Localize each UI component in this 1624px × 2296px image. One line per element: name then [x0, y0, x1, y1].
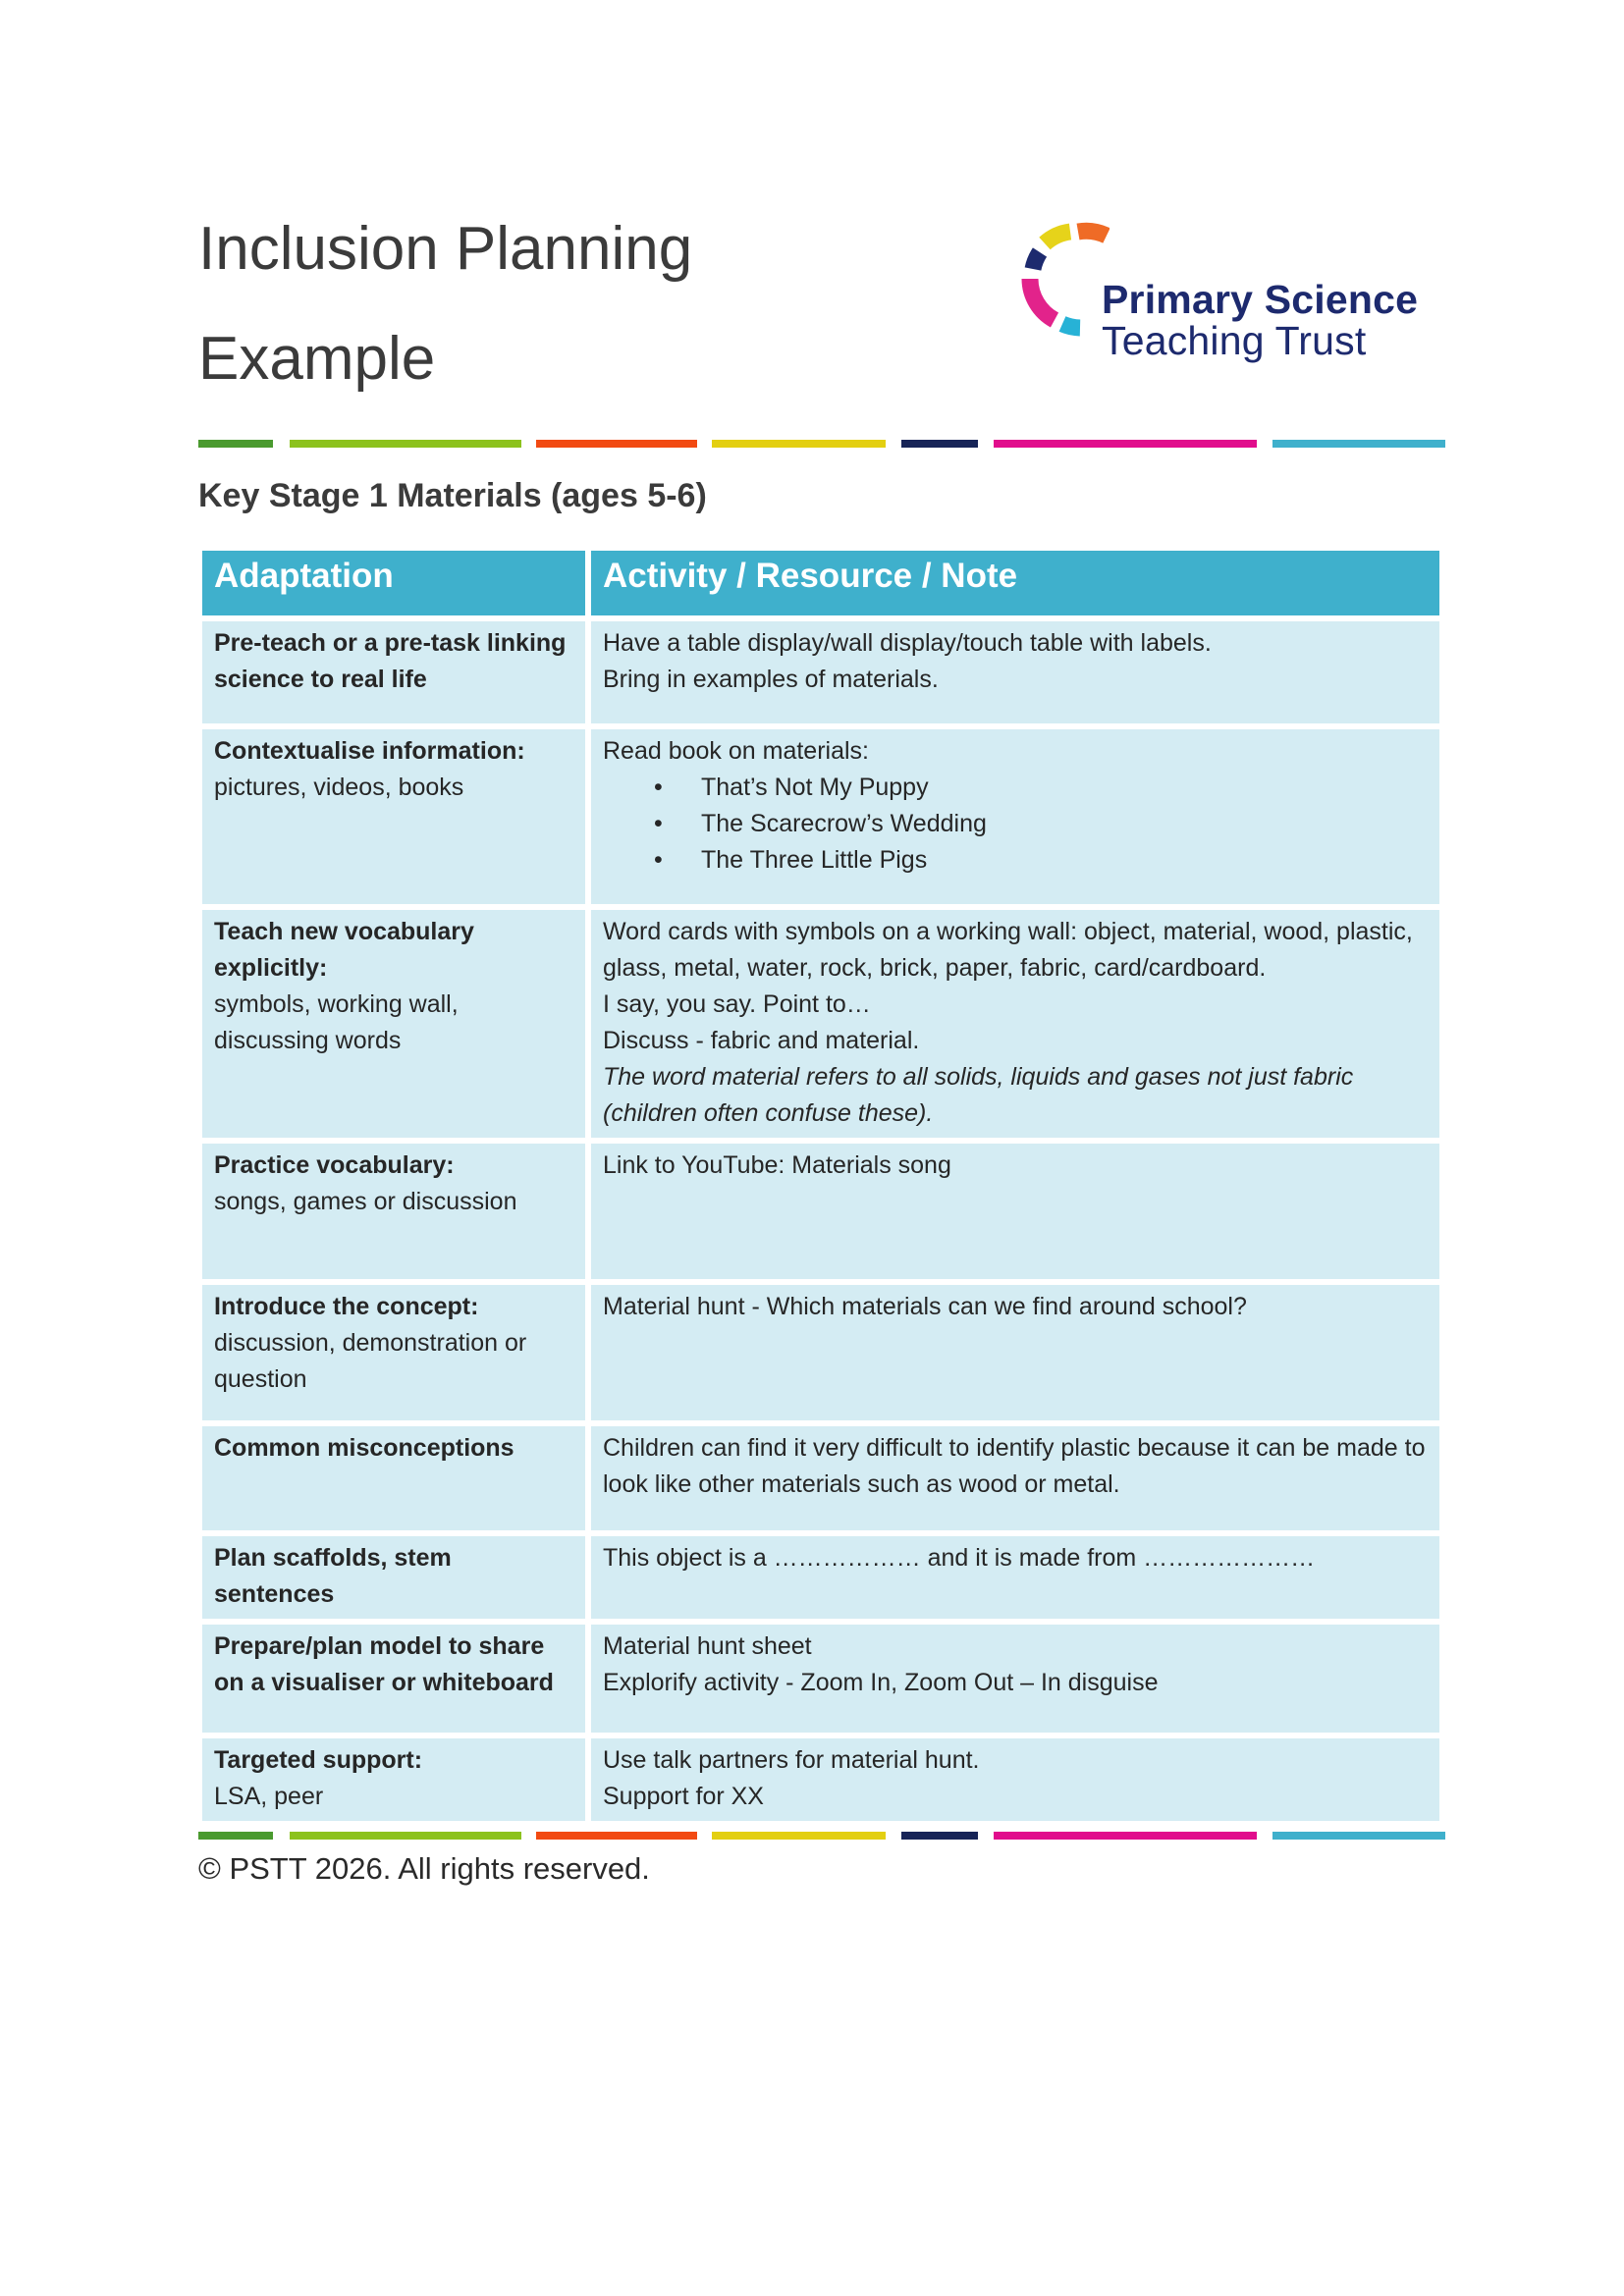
- adaptation-cell: [202, 910, 585, 1138]
- activity-line: Use talk partners for material hunt.: [603, 1746, 980, 1774]
- book-list: [603, 770, 1428, 879]
- adaptation-cell: [202, 1738, 585, 1821]
- table-row: [202, 1625, 1439, 1733]
- activity-line: Have a table display/wall display/touch table with labels.: [603, 629, 1212, 657]
- activity-line: Children can find it very difficult to identify plastic because it can be made to look like other materials such as wood or metal.: [603, 1434, 1426, 1498]
- adaptation-cell: [202, 729, 585, 904]
- activity-line: Read book on materials:: [603, 737, 869, 765]
- stripe-segment: [1272, 1832, 1445, 1840]
- adaptation-detail: symbols, working wall, discussing words: [214, 990, 459, 1054]
- stripe-segment: [712, 440, 886, 448]
- stripe-segment: [994, 1832, 1257, 1840]
- adaptation-title: Introduce the concept:: [214, 1293, 479, 1320]
- adaptation-title: Practice vocabulary:: [214, 1151, 455, 1179]
- adaptation-detail: LSA, peer: [214, 1783, 324, 1810]
- activity-line: Material hunt sheet: [603, 1632, 812, 1660]
- adaptation-title: Plan scaffolds, stem sentences: [214, 1544, 452, 1608]
- page-title: [198, 194, 692, 414]
- activity-cell: [591, 729, 1439, 904]
- stripe-segment: [290, 440, 521, 448]
- activity-line: This object is a ……………… and it is made from …………………: [603, 1544, 1316, 1572]
- adaptation-title: Prepare/plan model to share on a visualiser or whiteboard: [214, 1632, 554, 1696]
- adaptation-title: Pre-teach or a pre-task linking science to real life: [214, 629, 567, 693]
- stripe-segment: [536, 1832, 697, 1840]
- adaptation-detail: songs, games or discussion: [214, 1188, 517, 1215]
- activity-note: The word material refers to all solids, liquids and gases not just fabric (children often confuse these).: [603, 1063, 1354, 1127]
- activity-line: Link to YouTube: Materials song: [603, 1151, 951, 1179]
- logo-text-primary-science: Primary Science: [1102, 277, 1419, 322]
- table-row: [202, 1738, 1439, 1821]
- activity-cell: [591, 910, 1439, 1138]
- stripe-segment: [1272, 440, 1445, 448]
- stripe-segment: [536, 440, 697, 448]
- adaptation-cell: [202, 1426, 585, 1530]
- table-row: [202, 1144, 1439, 1279]
- page-title-line-1: Inclusion Planning: [198, 215, 693, 283]
- activity-line: Explorify activity - Zoom In, Zoom Out – In disguise: [603, 1669, 1159, 1696]
- table-row: [202, 1536, 1439, 1619]
- stripe-segment: [290, 1832, 521, 1840]
- ring-logo-icon: [1021, 218, 1110, 365]
- inclusion-planning-table: [196, 545, 1445, 1827]
- activity-cell: [591, 1738, 1439, 1821]
- stripe-segment: [901, 440, 978, 448]
- table-row: [202, 1426, 1439, 1530]
- stripe-segment: [712, 1832, 886, 1840]
- stripe-segment: [994, 440, 1257, 448]
- list-item: • The Scarecrow’s Wedding: [603, 806, 1428, 842]
- table-row: [202, 729, 1439, 904]
- color-stripe-top: [198, 440, 1445, 448]
- table-header-row: [202, 551, 1439, 615]
- activity-line: Support for XX: [603, 1783, 764, 1810]
- list-item: • The Three Little Pigs: [603, 842, 1428, 879]
- header-activity: Activity / Resource / Note: [591, 551, 1439, 615]
- adaptation-cell: [202, 1536, 585, 1619]
- activity-cell: [591, 1426, 1439, 1530]
- activity-cell: [591, 1536, 1439, 1619]
- activity-cell: [591, 621, 1439, 723]
- table-row: [202, 621, 1439, 723]
- stripe-segment: [198, 440, 273, 448]
- table-row: [202, 910, 1439, 1138]
- table-row: [202, 1285, 1439, 1420]
- section-heading: Key Stage 1 Materials (ages 5-6): [198, 477, 707, 514]
- activity-cell: [591, 1285, 1439, 1420]
- color-stripe-bottom: [198, 1832, 1445, 1840]
- activity-line: I say, you say. Point to…: [603, 990, 871, 1018]
- logo-text-teaching-trust: Teaching Trust: [1102, 318, 1367, 363]
- stripe-segment: [901, 1832, 978, 1840]
- adaptation-cell: [202, 1144, 585, 1279]
- pstt-logo: [1021, 218, 1434, 365]
- activity-line: Word cards with symbols on a working wall: object, material, wood, plastic, glass, metal, water, rock, brick, paper, fabric, card/cardboard.: [603, 918, 1413, 982]
- activity-line: Discuss - fabric and material.: [603, 1027, 920, 1054]
- copyright-notice: © PSTT 2026. All rights reserved.: [198, 1851, 650, 1886]
- adaptation-title: Contextualise information:: [214, 737, 525, 765]
- adaptation-cell: [202, 621, 585, 723]
- activity-line: Material hunt - Which materials can we find around school?: [603, 1293, 1247, 1320]
- adaptation-detail: pictures, videos, books: [214, 774, 464, 801]
- activity-line: Bring in examples of materials.: [603, 666, 939, 693]
- adaptation-cell: [202, 1285, 585, 1420]
- activity-cell: [591, 1625, 1439, 1733]
- page-title-line-2: Example: [198, 325, 436, 393]
- adaptation-title: Teach new vocabulary explicitly:: [214, 918, 474, 982]
- stripe-segment: [198, 1832, 273, 1840]
- header-adaptation: Adaptation: [202, 551, 585, 615]
- adaptation-detail: discussion, demonstration or question: [214, 1329, 527, 1393]
- adaptation-title: Targeted support:: [214, 1746, 423, 1774]
- activity-cell: [591, 1144, 1439, 1279]
- adaptation-title: Common misconceptions: [214, 1434, 514, 1462]
- adaptation-cell: [202, 1625, 585, 1733]
- list-item: • That’s Not My Puppy: [603, 770, 1428, 806]
